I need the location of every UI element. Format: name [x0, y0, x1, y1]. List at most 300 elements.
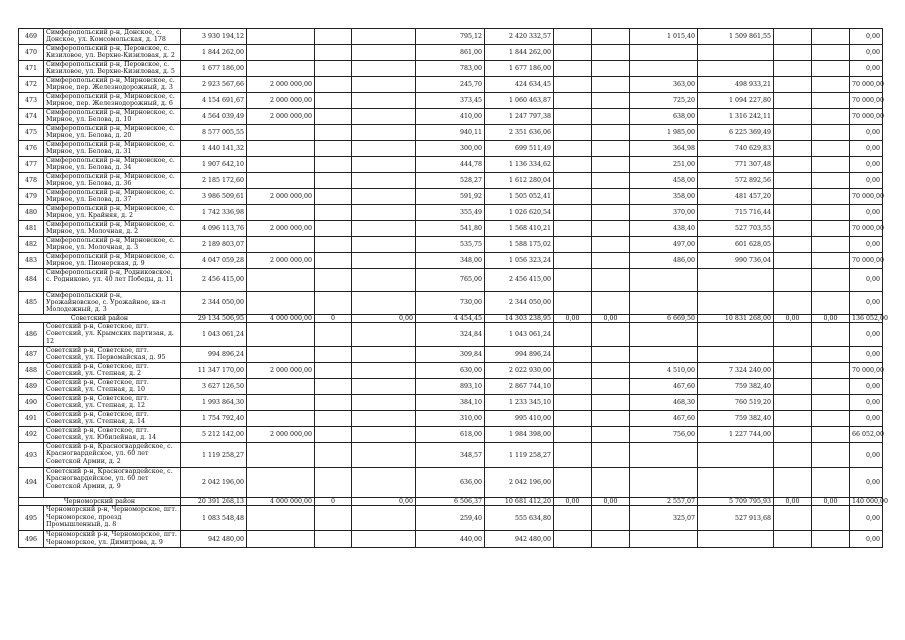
- value-cell-col-13: 70 000,00: [850, 253, 883, 269]
- value-cell-col-6: 2 867 744,10: [485, 379, 554, 395]
- table-row: [19, 61, 883, 77]
- value-cell-col-4: [352, 61, 416, 77]
- value-cell-col-9: [630, 468, 698, 498]
- value-cell-col-5: 324,84: [416, 323, 485, 347]
- value-cell-col-8: [592, 506, 630, 531]
- value-cell-col-5: 893,10: [416, 379, 485, 395]
- value-cell-col-1: 994 896,24: [181, 347, 247, 363]
- value-cell-col-12: [812, 237, 850, 253]
- value-cell-col-12: [812, 189, 850, 205]
- value-cell-col-9: [630, 531, 698, 548]
- value-cell-col-5: 444,78: [416, 157, 485, 173]
- value-cell-col-11: 0,00: [774, 498, 812, 506]
- row-number: 485: [19, 292, 44, 315]
- value-cell-col-12: [812, 379, 850, 395]
- value-cell-col-10: [698, 323, 774, 347]
- value-cell-col-2: [247, 29, 315, 45]
- value-cell-col-3: [315, 427, 352, 443]
- value-cell-col-10: 6 225 369,49: [698, 125, 774, 141]
- registry-table-page: [18, 28, 889, 548]
- value-cell-col-4: [352, 531, 416, 548]
- value-cell-col-5: 4 454,45: [416, 315, 485, 323]
- value-cell-col-10: 7 324 240,00: [698, 363, 774, 379]
- value-cell-col-13: 0,00: [850, 237, 883, 253]
- value-cell-col-7: [554, 157, 592, 173]
- value-cell-col-6: 14 303 238,95: [485, 315, 554, 323]
- registry-table: [18, 28, 889, 548]
- table-row: [19, 45, 883, 61]
- address-cell: Симферопольский р-н, Мирновское, с. Мирное, пер. Железнодорожный, д. 3: [44, 77, 181, 93]
- value-cell-col-6: 2 351 636,06: [485, 125, 554, 141]
- value-cell-col-3: [315, 323, 352, 347]
- value-cell-col-13: 0,00: [850, 531, 883, 548]
- value-cell-col-9: 370,00: [630, 205, 698, 221]
- value-cell-col-12: [812, 221, 850, 237]
- value-cell-col-4: 0,00: [352, 498, 416, 506]
- value-cell-col-6: 2 456 415,00: [485, 269, 554, 292]
- table-row: [19, 141, 883, 157]
- value-cell-col-3: [315, 61, 352, 77]
- value-cell-col-7: [554, 379, 592, 395]
- table-row: [19, 269, 883, 292]
- table-row: [19, 347, 883, 363]
- value-cell-col-6: 1 233 345,10: [485, 395, 554, 411]
- value-cell-col-5: 259,40: [416, 506, 485, 531]
- value-cell-col-10: 1 094 227,80: [698, 93, 774, 109]
- value-cell-col-5: 636,00: [416, 468, 485, 498]
- value-cell-col-11: [774, 157, 812, 173]
- value-cell-col-4: [352, 109, 416, 125]
- value-cell-col-9: 2 557,07: [630, 498, 698, 506]
- value-cell-col-8: [592, 253, 630, 269]
- value-cell-col-3: [315, 506, 352, 531]
- value-cell-col-12: [812, 157, 850, 173]
- value-cell-col-7: [554, 45, 592, 61]
- value-cell-col-6: 424 634,45: [485, 77, 554, 93]
- value-cell-col-12: 0,00: [812, 498, 850, 506]
- value-cell-col-8: [592, 109, 630, 125]
- value-cell-col-1: 2 189 803,07: [181, 237, 247, 253]
- row-number: 476: [19, 141, 44, 157]
- value-cell-col-8: [592, 443, 630, 468]
- value-cell-col-2: 2 000 000,00: [247, 427, 315, 443]
- value-cell-col-11: [774, 237, 812, 253]
- value-cell-col-13: 0,00: [850, 29, 883, 45]
- value-cell-col-5: 373,45: [416, 93, 485, 109]
- value-cell-col-9: 251,00: [630, 157, 698, 173]
- address-cell: Симферопольский р-н, Мирновское, с. Мирное, ул. Белова, д. 37: [44, 189, 181, 205]
- address-cell: Симферопольский р-н, Урожайновское, с. Урожайное, кв-л Молодежный, д. 3: [44, 292, 181, 315]
- value-cell-col-11: [774, 411, 812, 427]
- value-cell-col-10: 572 892,56: [698, 173, 774, 189]
- value-cell-col-6: 2 420 332,57: [485, 29, 554, 45]
- value-cell-col-4: [352, 468, 416, 498]
- value-cell-col-8: [592, 141, 630, 157]
- value-cell-col-12: [812, 141, 850, 157]
- value-cell-col-4: [352, 253, 416, 269]
- address-cell: Советский р-н, Красногвардейское, с. Красногвардейское, ул. 60 лет Советской Армии, д. 2: [44, 443, 181, 468]
- value-cell-col-6: 994 896,24: [485, 347, 554, 363]
- value-cell-col-2: [247, 141, 315, 157]
- value-cell-col-1: 2 923 567,66: [181, 77, 247, 93]
- value-cell-col-1: 2 456 415,00: [181, 269, 247, 292]
- value-cell-col-12: [812, 269, 850, 292]
- row-number: 489: [19, 379, 44, 395]
- value-cell-col-4: [352, 323, 416, 347]
- row-number: 472: [19, 77, 44, 93]
- value-cell-col-6: 1 026 620,54: [485, 205, 554, 221]
- value-cell-col-12: [812, 323, 850, 347]
- value-cell-col-1: 942 480,00: [181, 531, 247, 548]
- value-cell-col-8: [592, 173, 630, 189]
- value-cell-col-10: 481 457,20: [698, 189, 774, 205]
- value-cell-col-11: [774, 61, 812, 77]
- table-row: [19, 189, 883, 205]
- value-cell-col-2: 2 000 000,00: [247, 77, 315, 93]
- table-row: [19, 173, 883, 189]
- value-cell-col-8: [592, 205, 630, 221]
- table-row: [19, 443, 883, 468]
- value-cell-col-8: [592, 379, 630, 395]
- value-cell-col-3: [315, 531, 352, 548]
- value-cell-col-9: 364,98: [630, 141, 698, 157]
- value-cell-col-11: [774, 269, 812, 292]
- address-cell: Советский р-н, Советское, пгт. Советский, ул. Крымских партизан, д. 12: [44, 323, 181, 347]
- address-cell: Симферопольский р-н, Мирновское, с. Мирное, ул. Белова, д. 20: [44, 125, 181, 141]
- value-cell-col-13: 0,00: [850, 468, 883, 498]
- value-cell-col-5: 300,00: [416, 141, 485, 157]
- value-cell-col-5: 861,00: [416, 45, 485, 61]
- value-cell-col-10: [698, 347, 774, 363]
- value-cell-col-1: 11 347 170,00: [181, 363, 247, 379]
- value-cell-col-13: 136 052,00: [850, 315, 883, 323]
- row-number: 482: [19, 237, 44, 253]
- value-cell-col-11: [774, 109, 812, 125]
- value-cell-col-12: [812, 347, 850, 363]
- value-cell-col-7: [554, 292, 592, 315]
- address-cell: Советский р-н, Красногвардейское, с. Красногвардейское, ул. 60 лет Советской Армии, д. 9: [44, 468, 181, 498]
- value-cell-col-9: [630, 269, 698, 292]
- value-cell-col-7: [554, 125, 592, 141]
- value-cell-col-11: [774, 506, 812, 531]
- value-cell-col-8: [592, 323, 630, 347]
- value-cell-col-7: [554, 347, 592, 363]
- value-cell-col-7: [554, 427, 592, 443]
- value-cell-col-5: 440,00: [416, 531, 485, 548]
- value-cell-col-3: [315, 109, 352, 125]
- value-cell-col-10: 527 913,68: [698, 506, 774, 531]
- table-row: [19, 363, 883, 379]
- value-cell-col-4: [352, 427, 416, 443]
- value-cell-col-11: [774, 141, 812, 157]
- value-cell-col-3: [315, 221, 352, 237]
- table-row: [19, 205, 883, 221]
- value-cell-col-4: [352, 141, 416, 157]
- value-cell-col-13: 0,00: [850, 292, 883, 315]
- table-row: [19, 77, 883, 93]
- value-cell-col-13: 0,00: [850, 125, 883, 141]
- value-cell-col-10: 498 933,21: [698, 77, 774, 93]
- value-cell-col-12: [812, 506, 850, 531]
- value-cell-col-9: 468,30: [630, 395, 698, 411]
- value-cell-col-12: [812, 61, 850, 77]
- value-cell-col-13: 0,00: [850, 411, 883, 427]
- value-cell-col-11: [774, 221, 812, 237]
- value-cell-col-2: [247, 205, 315, 221]
- value-cell-col-8: [592, 77, 630, 93]
- value-cell-col-6: 1 060 463,87: [485, 93, 554, 109]
- address-cell: Черноморский р-н, Черноморское, пгт. Черноморское, проезд Промышленный, д. 8: [44, 506, 181, 531]
- value-cell-col-13: 70 000,00: [850, 189, 883, 205]
- value-cell-col-1: 3 986 509,61: [181, 189, 247, 205]
- value-cell-col-11: [774, 347, 812, 363]
- row-number: 496: [19, 531, 44, 548]
- value-cell-col-11: [774, 77, 812, 93]
- value-cell-col-11: [774, 189, 812, 205]
- value-cell-col-5: 410,00: [416, 109, 485, 125]
- value-cell-col-12: [812, 93, 850, 109]
- value-cell-col-4: [352, 205, 416, 221]
- address-cell: Симферопольский р-н, Мирновское, с. Мирное, ул. Молочная, д. 3: [44, 237, 181, 253]
- value-cell-col-3: [315, 77, 352, 93]
- value-cell-col-1: 1 677 186,00: [181, 61, 247, 77]
- value-cell-col-3: [315, 141, 352, 157]
- table-row: [19, 395, 883, 411]
- value-cell-col-3: [315, 363, 352, 379]
- value-cell-col-7: [554, 411, 592, 427]
- value-cell-col-8: [592, 347, 630, 363]
- value-cell-col-1: 5 212 142,00: [181, 427, 247, 443]
- value-cell-col-4: [352, 45, 416, 61]
- value-cell-col-6: 1 505 052,41: [485, 189, 554, 205]
- value-cell-col-1: 4 154 691,67: [181, 93, 247, 109]
- value-cell-col-7: [554, 221, 592, 237]
- address-cell: Советский р-н, Советское, пгт. Советский, ул. Юбилейная, д. 14: [44, 427, 181, 443]
- value-cell-col-4: 0,00: [352, 315, 416, 323]
- value-cell-col-7: [554, 395, 592, 411]
- value-cell-col-11: [774, 173, 812, 189]
- value-cell-col-2: [247, 125, 315, 141]
- value-cell-col-2: 2 000 000,00: [247, 221, 315, 237]
- value-cell-col-4: [352, 29, 416, 45]
- value-cell-col-5: 384,10: [416, 395, 485, 411]
- value-cell-col-8: [592, 45, 630, 61]
- value-cell-col-8: 0,00: [592, 498, 630, 506]
- value-cell-col-8: [592, 125, 630, 141]
- value-cell-col-12: [812, 468, 850, 498]
- address-cell: Симферопольский р-н, Мирновское, с. Мирное, ул. Белова, д. 31: [44, 141, 181, 157]
- value-cell-col-7: [554, 93, 592, 109]
- value-cell-col-8: [592, 411, 630, 427]
- value-cell-col-13: 70 000,00: [850, 109, 883, 125]
- value-cell-col-5: 591,92: [416, 189, 485, 205]
- value-cell-col-12: [812, 77, 850, 93]
- row-number: 470: [19, 45, 44, 61]
- value-cell-col-6: 699 511,49: [485, 141, 554, 157]
- value-cell-col-2: [247, 323, 315, 347]
- table-row: [19, 253, 883, 269]
- value-cell-col-10: 5 709 795,93: [698, 498, 774, 506]
- value-cell-col-11: [774, 531, 812, 548]
- value-cell-col-13: 0,00: [850, 61, 883, 77]
- value-cell-col-7: [554, 61, 592, 77]
- row-number: 471: [19, 61, 44, 77]
- value-cell-col-2: [247, 237, 315, 253]
- value-cell-col-3: [315, 189, 352, 205]
- value-cell-col-10: 1 316 242,11: [698, 109, 774, 125]
- value-cell-col-12: [812, 395, 850, 411]
- value-cell-col-5: 940,11: [416, 125, 485, 141]
- row-number: 484: [19, 269, 44, 292]
- value-cell-col-10: 760 519,20: [698, 395, 774, 411]
- value-cell-col-13: 70 000,00: [850, 363, 883, 379]
- value-cell-col-4: [352, 189, 416, 205]
- value-cell-col-1: 3 627 126,50: [181, 379, 247, 395]
- value-cell-col-9: [630, 61, 698, 77]
- value-cell-col-2: [247, 506, 315, 531]
- value-cell-col-11: [774, 443, 812, 468]
- value-cell-col-11: [774, 379, 812, 395]
- value-cell-col-11: 0,00: [774, 315, 812, 323]
- row-number: 494: [19, 468, 44, 498]
- value-cell-col-6: 1 612 280,04: [485, 173, 554, 189]
- value-cell-col-3: [315, 29, 352, 45]
- value-cell-col-6: 10 681 412,20: [485, 498, 554, 506]
- value-cell-col-8: 0,00: [592, 315, 630, 323]
- value-cell-col-13: 0,00: [850, 347, 883, 363]
- address-cell: Симферопольский р-н, Мирновское, с. Мирное, пер. Железнодорожный, д. 6: [44, 93, 181, 109]
- value-cell-col-5: 355,49: [416, 205, 485, 221]
- value-cell-col-9: 756,00: [630, 427, 698, 443]
- address-cell: Симферопольский р-н, Мирновское, с. Мирное, ул. Белова, д. 34: [44, 157, 181, 173]
- row-number: 492: [19, 427, 44, 443]
- value-cell-col-3: [315, 93, 352, 109]
- value-cell-col-13: 0,00: [850, 157, 883, 173]
- value-cell-col-4: [352, 221, 416, 237]
- value-cell-col-9: 325,07: [630, 506, 698, 531]
- address-cell: Симферопольский р-н, Мирновское, с. Мирное, ул. Молочная, д. 2: [44, 221, 181, 237]
- value-cell-col-5: 348,57: [416, 443, 485, 468]
- value-cell-col-1: 2 185 172,60: [181, 173, 247, 189]
- table-row: [19, 237, 883, 253]
- address-cell: Советский р-н, Советское, пгт. Советский, ул. Степная, д. 2: [44, 363, 181, 379]
- value-cell-col-7: 0,00: [554, 315, 592, 323]
- address-cell: Симферопольский р-н, Родниковское, с. Родниково, ул. 40 лет Победы, д. 11: [44, 269, 181, 292]
- value-cell-col-5: 348,00: [416, 253, 485, 269]
- value-cell-col-2: [247, 61, 315, 77]
- value-cell-col-6: 555 634,80: [485, 506, 554, 531]
- value-cell-col-12: [812, 253, 850, 269]
- value-cell-col-3: [315, 395, 352, 411]
- row-number: 493: [19, 443, 44, 468]
- value-cell-col-7: [554, 253, 592, 269]
- value-cell-col-5: 528,27: [416, 173, 485, 189]
- address-cell: Симферопольский р-н, Перовское, с. Кизиловое, ул. Верхне-Кизиловая, д. 5: [44, 61, 181, 77]
- value-cell-col-11: [774, 363, 812, 379]
- value-cell-col-2: 2 000 000,00: [247, 109, 315, 125]
- region-total-row: [19, 498, 883, 506]
- value-cell-col-3: [315, 468, 352, 498]
- value-cell-col-12: [812, 292, 850, 315]
- value-cell-col-11: [774, 427, 812, 443]
- address-cell: Симферопольский р-н, Мирновское, с. Мирное, ул. Крайняя, д. 2: [44, 205, 181, 221]
- value-cell-col-6: 1 984 398,00: [485, 427, 554, 443]
- value-cell-col-2: [247, 269, 315, 292]
- table-row: [19, 531, 883, 548]
- row-number: 483: [19, 253, 44, 269]
- value-cell-col-4: [352, 173, 416, 189]
- value-cell-col-7: [554, 363, 592, 379]
- value-cell-col-10: 527 703,55: [698, 221, 774, 237]
- value-cell-col-7: [554, 141, 592, 157]
- value-cell-col-6: 1 677 186,00: [485, 61, 554, 77]
- value-cell-col-3: [315, 269, 352, 292]
- value-cell-col-6: 1 043 061,24: [485, 323, 554, 347]
- value-cell-col-9: [630, 323, 698, 347]
- value-cell-col-10: 759 382,40: [698, 379, 774, 395]
- value-cell-col-4: [352, 347, 416, 363]
- value-cell-col-8: [592, 292, 630, 315]
- value-cell-col-13: 140 000,00: [850, 498, 883, 506]
- value-cell-col-2: 4 000 000,00: [247, 315, 315, 323]
- region-name: Черноморский район: [19, 498, 181, 506]
- value-cell-col-6: 2 022 930,00: [485, 363, 554, 379]
- value-cell-col-10: [698, 468, 774, 498]
- value-cell-col-2: 4 000 000,00: [247, 498, 315, 506]
- value-cell-col-9: 725,20: [630, 93, 698, 109]
- value-cell-col-3: [315, 173, 352, 189]
- value-cell-col-1: 20 391 268,13: [181, 498, 247, 506]
- value-cell-col-9: [630, 347, 698, 363]
- value-cell-col-8: [592, 29, 630, 45]
- value-cell-col-9: 638,00: [630, 109, 698, 125]
- value-cell-col-5: 765,00: [416, 269, 485, 292]
- value-cell-col-5: 245,70: [416, 77, 485, 93]
- value-cell-col-11: [774, 45, 812, 61]
- value-cell-col-10: 1 227 744,00: [698, 427, 774, 443]
- value-cell-col-10: 740 629,83: [698, 141, 774, 157]
- value-cell-col-7: [554, 323, 592, 347]
- address-cell: Советский р-н, Советское, пгт. Советский, ул. Степная, д. 12: [44, 395, 181, 411]
- value-cell-col-9: 363,00: [630, 77, 698, 93]
- value-cell-col-3: [315, 157, 352, 173]
- value-cell-col-7: 0,00: [554, 498, 592, 506]
- value-cell-col-3: 0: [315, 315, 352, 323]
- value-cell-col-8: [592, 189, 630, 205]
- value-cell-col-2: 2 000 000,00: [247, 93, 315, 109]
- value-cell-col-7: [554, 173, 592, 189]
- table-row: [19, 157, 883, 173]
- value-cell-col-8: [592, 237, 630, 253]
- value-cell-col-8: [592, 269, 630, 292]
- table-row: [19, 379, 883, 395]
- value-cell-col-4: [352, 379, 416, 395]
- row-number: 473: [19, 93, 44, 109]
- value-cell-col-7: [554, 77, 592, 93]
- value-cell-col-7: [554, 468, 592, 498]
- value-cell-col-8: [592, 61, 630, 77]
- value-cell-col-13: 0,00: [850, 269, 883, 292]
- value-cell-col-2: [247, 173, 315, 189]
- value-cell-col-4: [352, 157, 416, 173]
- value-cell-col-6: 1 568 410,21: [485, 221, 554, 237]
- value-cell-col-12: [812, 443, 850, 468]
- value-cell-col-6: 995 410,00: [485, 411, 554, 427]
- value-cell-col-13: 70 000,00: [850, 77, 883, 93]
- value-cell-col-1: 4 564 039,49: [181, 109, 247, 125]
- value-cell-col-4: [352, 292, 416, 315]
- table-row: [19, 125, 883, 141]
